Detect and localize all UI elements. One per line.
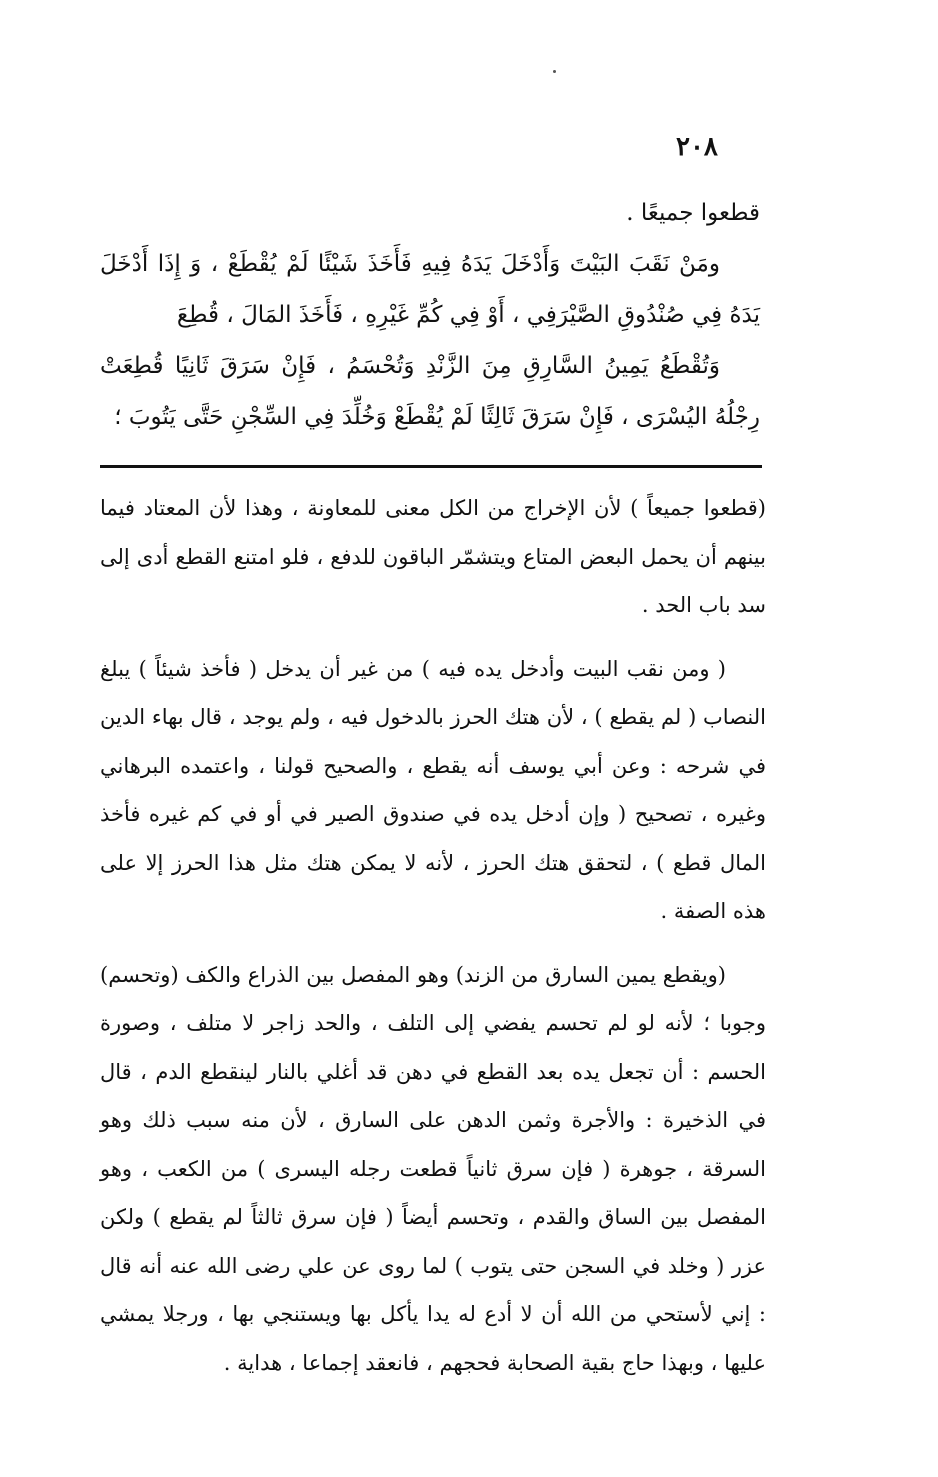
main-text-paragraph: ومَنْ نَقَبَ البَيْتَ وَأَدْخَلَ يَدَهُ فِيهِ فَأَخَذَ شَيْئًا لَمْ يُقْطَعْ ، وَ إِذَا أَدْخَلَ يَدَهُ فِي صُنْدُوقِ الصَّيْرَفِي ، أَوْ فِي كُمِّ غَيْرِهِ ، فَأَخَذَ المَالَ ، قُطِعَ (100, 251, 760, 328)
scan-speck (553, 70, 556, 73)
page-number: ٢٠٨ (676, 132, 718, 162)
main-text-paragraph: وَتُقْطَعُ يَمِينُ السَّارِقِ مِنَ الزَّنْدِ وَتُحْسَمُ ، فَإِنْ سَرَقَ ثَانِيًا قُطِعَتْ رِجْلُهُ اليُسْرَى ، فَإِنْ سَرَقَ ثَالِثًا لَمْ يُقْطَعْ وَخُلِّدَ فِي السِّجْنِ حَتَّى يَتُوبَ ؛ (100, 353, 760, 430)
section-divider (100, 465, 762, 468)
commentary-text (100, 484, 766, 1402)
commentary-paragraph: ( ومن نقب البيت وأدخل يده فيه ) من غير أن يدخل ( فأخذ شيئاً ) يبلغ النصاب ( لم يقطع ) ، لأن هتك الحرز بالدخول فيه ، ولم يوجد ، قال بهاء الدين في شرحه : وعن أبي يوسف أنه يقطع ، والصحيح قولنا ، واعتمده البرهاني وغيره ، تصحيح ( وإن أدخل يده في صندوق الصير في أو في كم غيره فأخذ المال قطع ) ، لتحقق هتك الحرز ، لأنه لا يمكن هتك مثل هذا الحرز إلا على هذه الصفة . (100, 656, 766, 923)
commentary-paragraph: (ويقطع يمين السارق من الزند) وهو المفصل بين الذراع والكف (وتحسم) وجوبا ؛ لأنه لو لم تحسم يفضي إلى التلف ، والحد زاجر لا متلف ، وصورة الحسم : أن تجعل يده بعد القطع في دهن قد أغلي بالنار لينقطع الدم ، قال في الذخيرة : والأجرة وثمن الدهن على السارق ، لأن منه سبب ذلك وهو السرقة ، جوهرة ( فإن سرق ثانياً قطعت رجله اليسرى ) من الكعب ، وهو المفصل بين الساق والقدم ، وتحسم أيضاً ( فإن سرق ثالثاً لم يقطع ) ولكن عزر ( وخلد في السجن حتى يتوب ) لما روى عن علي رضى الله عنه أنه قال : إني لأستحي من الله أن لا أدع له يدا يأكل بها ويستنجي بها ، ورجلا يمشي عليها ، وبهذا حاج بقية الصحابة فحجهم ، فانعقد إجماعا ، هداية . (100, 962, 766, 1375)
commentary-paragraph: (قطعوا جميعاً ) لأن الإخراج من الكل معنى للمعاونة ، وهذا لأن المعتاد فيما بينهم أن يحمل البعض المتاع ويتشمّر الباقون للدفع ، فلو امتنع القطع أدى إلى سد باب الحد . (100, 496, 766, 617)
main-text-paragraph: قطعوا جميعًا . (626, 200, 760, 226)
main-text (100, 188, 760, 443)
